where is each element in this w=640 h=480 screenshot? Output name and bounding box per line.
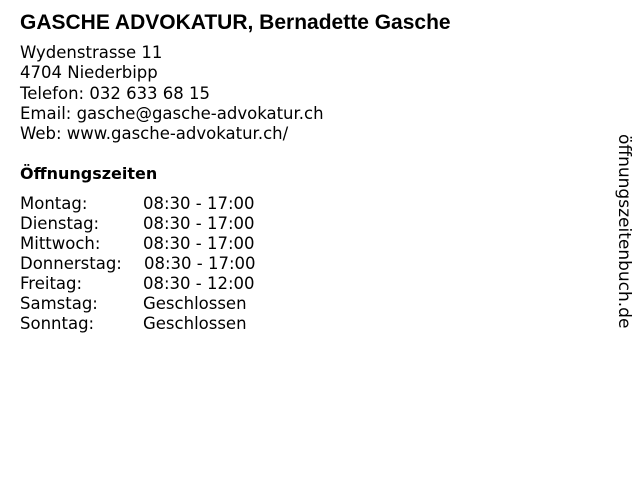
day-label: Sonntag: — [20, 314, 95, 333]
address-block — [20, 43, 324, 144]
opening-hours-heading: Öffnungszeiten — [20, 164, 158, 183]
day-label: Samstag: — [20, 294, 98, 313]
day-hours: 08:30 - 17:00 — [143, 214, 255, 233]
day-hours: 08:30 - 17:00 — [143, 234, 255, 253]
phone-line: Telefon: 032 633 68 15 — [20, 83, 211, 103]
day-label: Mittwoch: — [20, 234, 101, 253]
day-label: Donnerstag: — [20, 254, 122, 273]
day-hours: Geschlossen — [143, 314, 247, 333]
day-label: Dienstag: — [20, 214, 100, 233]
street-line: Wydenstrasse 11 — [20, 43, 163, 62]
day-hours: 08:30 - 17:00 — [144, 254, 256, 273]
city-line: 4704 Niederbipp — [20, 63, 158, 83]
day-hours: 08:30 - 12:00 — [143, 274, 255, 293]
day-hours: Geschlossen — [143, 294, 247, 313]
web-line: Web: www.gasche-advokatur.ch/ — [20, 124, 289, 144]
day-label: Montag: — [20, 194, 88, 213]
business-title: GASCHE ADVOKATUR, Bernadette Gasche — [20, 11, 451, 34]
day-label: Freitag: — [20, 274, 83, 293]
day-hours: 08:30 - 17:00 — [143, 194, 255, 213]
source-watermark: öffnungszeitenbuch.de — [614, 134, 634, 329]
email-line: Email: gasche@gasche-advokatur.ch — [20, 103, 324, 123]
